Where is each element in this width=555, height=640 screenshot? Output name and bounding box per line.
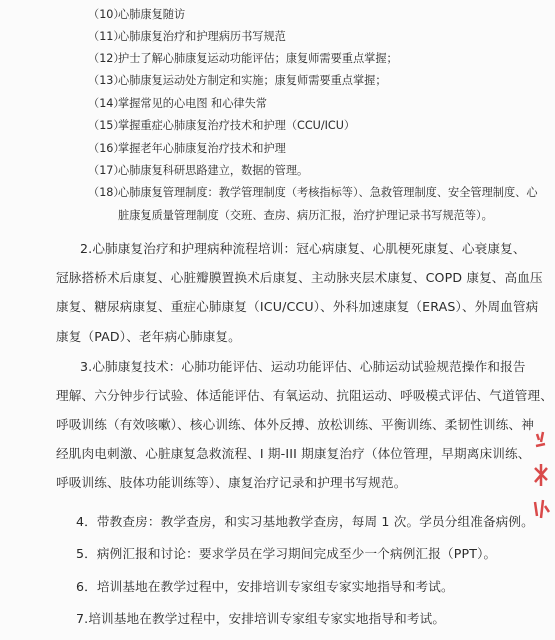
item-6: 6．培训基地在教学过程中，安排培训专家组专家实地指导和考试。 (76, 579, 454, 594)
list-number: （11） (88, 30, 125, 43)
list-item-13 (88, 74, 387, 88)
paragraph-2-line: 冠脉搭桥术后康复、心脏瓣膜置换术后康复、主动脉夹层术康复、COPD 康复、高血压 (56, 270, 543, 285)
list-item-17 (88, 164, 308, 178)
red-stamp-fragment (527, 420, 555, 530)
list-number: （13） (88, 74, 125, 87)
paragraph-2-line: 2.心肺康复治疗和护理病种流程培训：冠心病康复、心肌梗死康复、心衰康复、 (80, 241, 526, 256)
list-item-14 (88, 97, 267, 111)
list-text: 心肺康复治疗和护理病历书写规范 (118, 30, 286, 43)
list-text: 心肺康复管理制度：教学管理制度（考核指标等）、急救管理制度、安全管理制度、心 (118, 186, 538, 199)
list-number: （18） (88, 186, 125, 199)
paragraph-2-line: 康复（PAD）、老年病心肺康复。 (56, 329, 241, 344)
paragraph-3-line: 呼吸训练（有效咳嗽）、核心训练、体外反搏、放松训练、平衡训练、柔韧性训练、神 (56, 417, 534, 432)
item-5: 5．病例汇报和讨论：要求学员在学习期间完成至少一个病例汇报（PPT）。 (76, 546, 497, 561)
list-text: 掌握常见的心电图 和心律失常 (118, 97, 267, 110)
list-item-16 (88, 142, 286, 156)
list-number: （10） (88, 8, 125, 21)
list-text: 掌握老年心肺康复治疗技术和护理 (118, 142, 286, 155)
paragraph-2-line: 康复、糖尿病康复、重症心肺康复（ICU/CCU）、外科加速康复（ERAS）、外周血管病 (56, 299, 539, 314)
list-text: 护士了解心肺康复运动功能评估；康复师需要重点掌握； (118, 52, 398, 65)
list-text: 心肺康复运动处方制定和实施；康复师需要重点掌握； (118, 74, 387, 87)
list-item-18-continuation: 脏康复质量管理制度（交班、查房、病历汇报，治疗护理记录书写规范等）。 (118, 209, 493, 222)
stamp-fragment-icon (527, 420, 555, 530)
paragraph-3-line: 3.心肺康复技术：心肺功能评估、运动功能评估、心肺运动试验规范操作和报告 (80, 359, 526, 374)
paragraph-3-line: 经肌肉电刺激、心脏康复急救流程、I 期-III 期康复治疗（体位管理，早期离床训练、 (56, 446, 531, 461)
list-number: （17） (88, 164, 125, 177)
paragraph-3-line: 理解、六分钟步行试验、体适能评估、有氧运动、抗阻运动、呼吸模式评估、气道管理、 (56, 388, 554, 403)
list-number: （16） (88, 142, 125, 155)
list-item-10 (88, 8, 185, 22)
list-item-12 (88, 52, 398, 66)
list-text: 心肺康复随访 (118, 8, 186, 21)
list-number: （15） (88, 119, 125, 132)
list-number: （12） (88, 52, 125, 65)
list-item-11 (88, 30, 286, 44)
list-item-18 (88, 186, 538, 200)
list-text: 掌握重症心肺康复治疗技术和护理（CCU/ICU） (118, 119, 356, 132)
item-7: 7.培训基地在教学过程中，安排培训专家组专家实地指导和考试。 (76, 611, 446, 626)
paragraph-3-line: 呼吸训练、肢体功能训练等）、康复治疗记录和护理书写规范。 (56, 475, 407, 490)
list-number: （14） (88, 97, 125, 110)
list-text: 心肺康复科研思路建立，数据的管理。 (118, 164, 309, 177)
item-4: 4．带教查房：教学查房，和实习基地教学查房，每周 1 次。学员分组准备病例。 (76, 514, 534, 529)
list-item-15 (88, 119, 355, 133)
